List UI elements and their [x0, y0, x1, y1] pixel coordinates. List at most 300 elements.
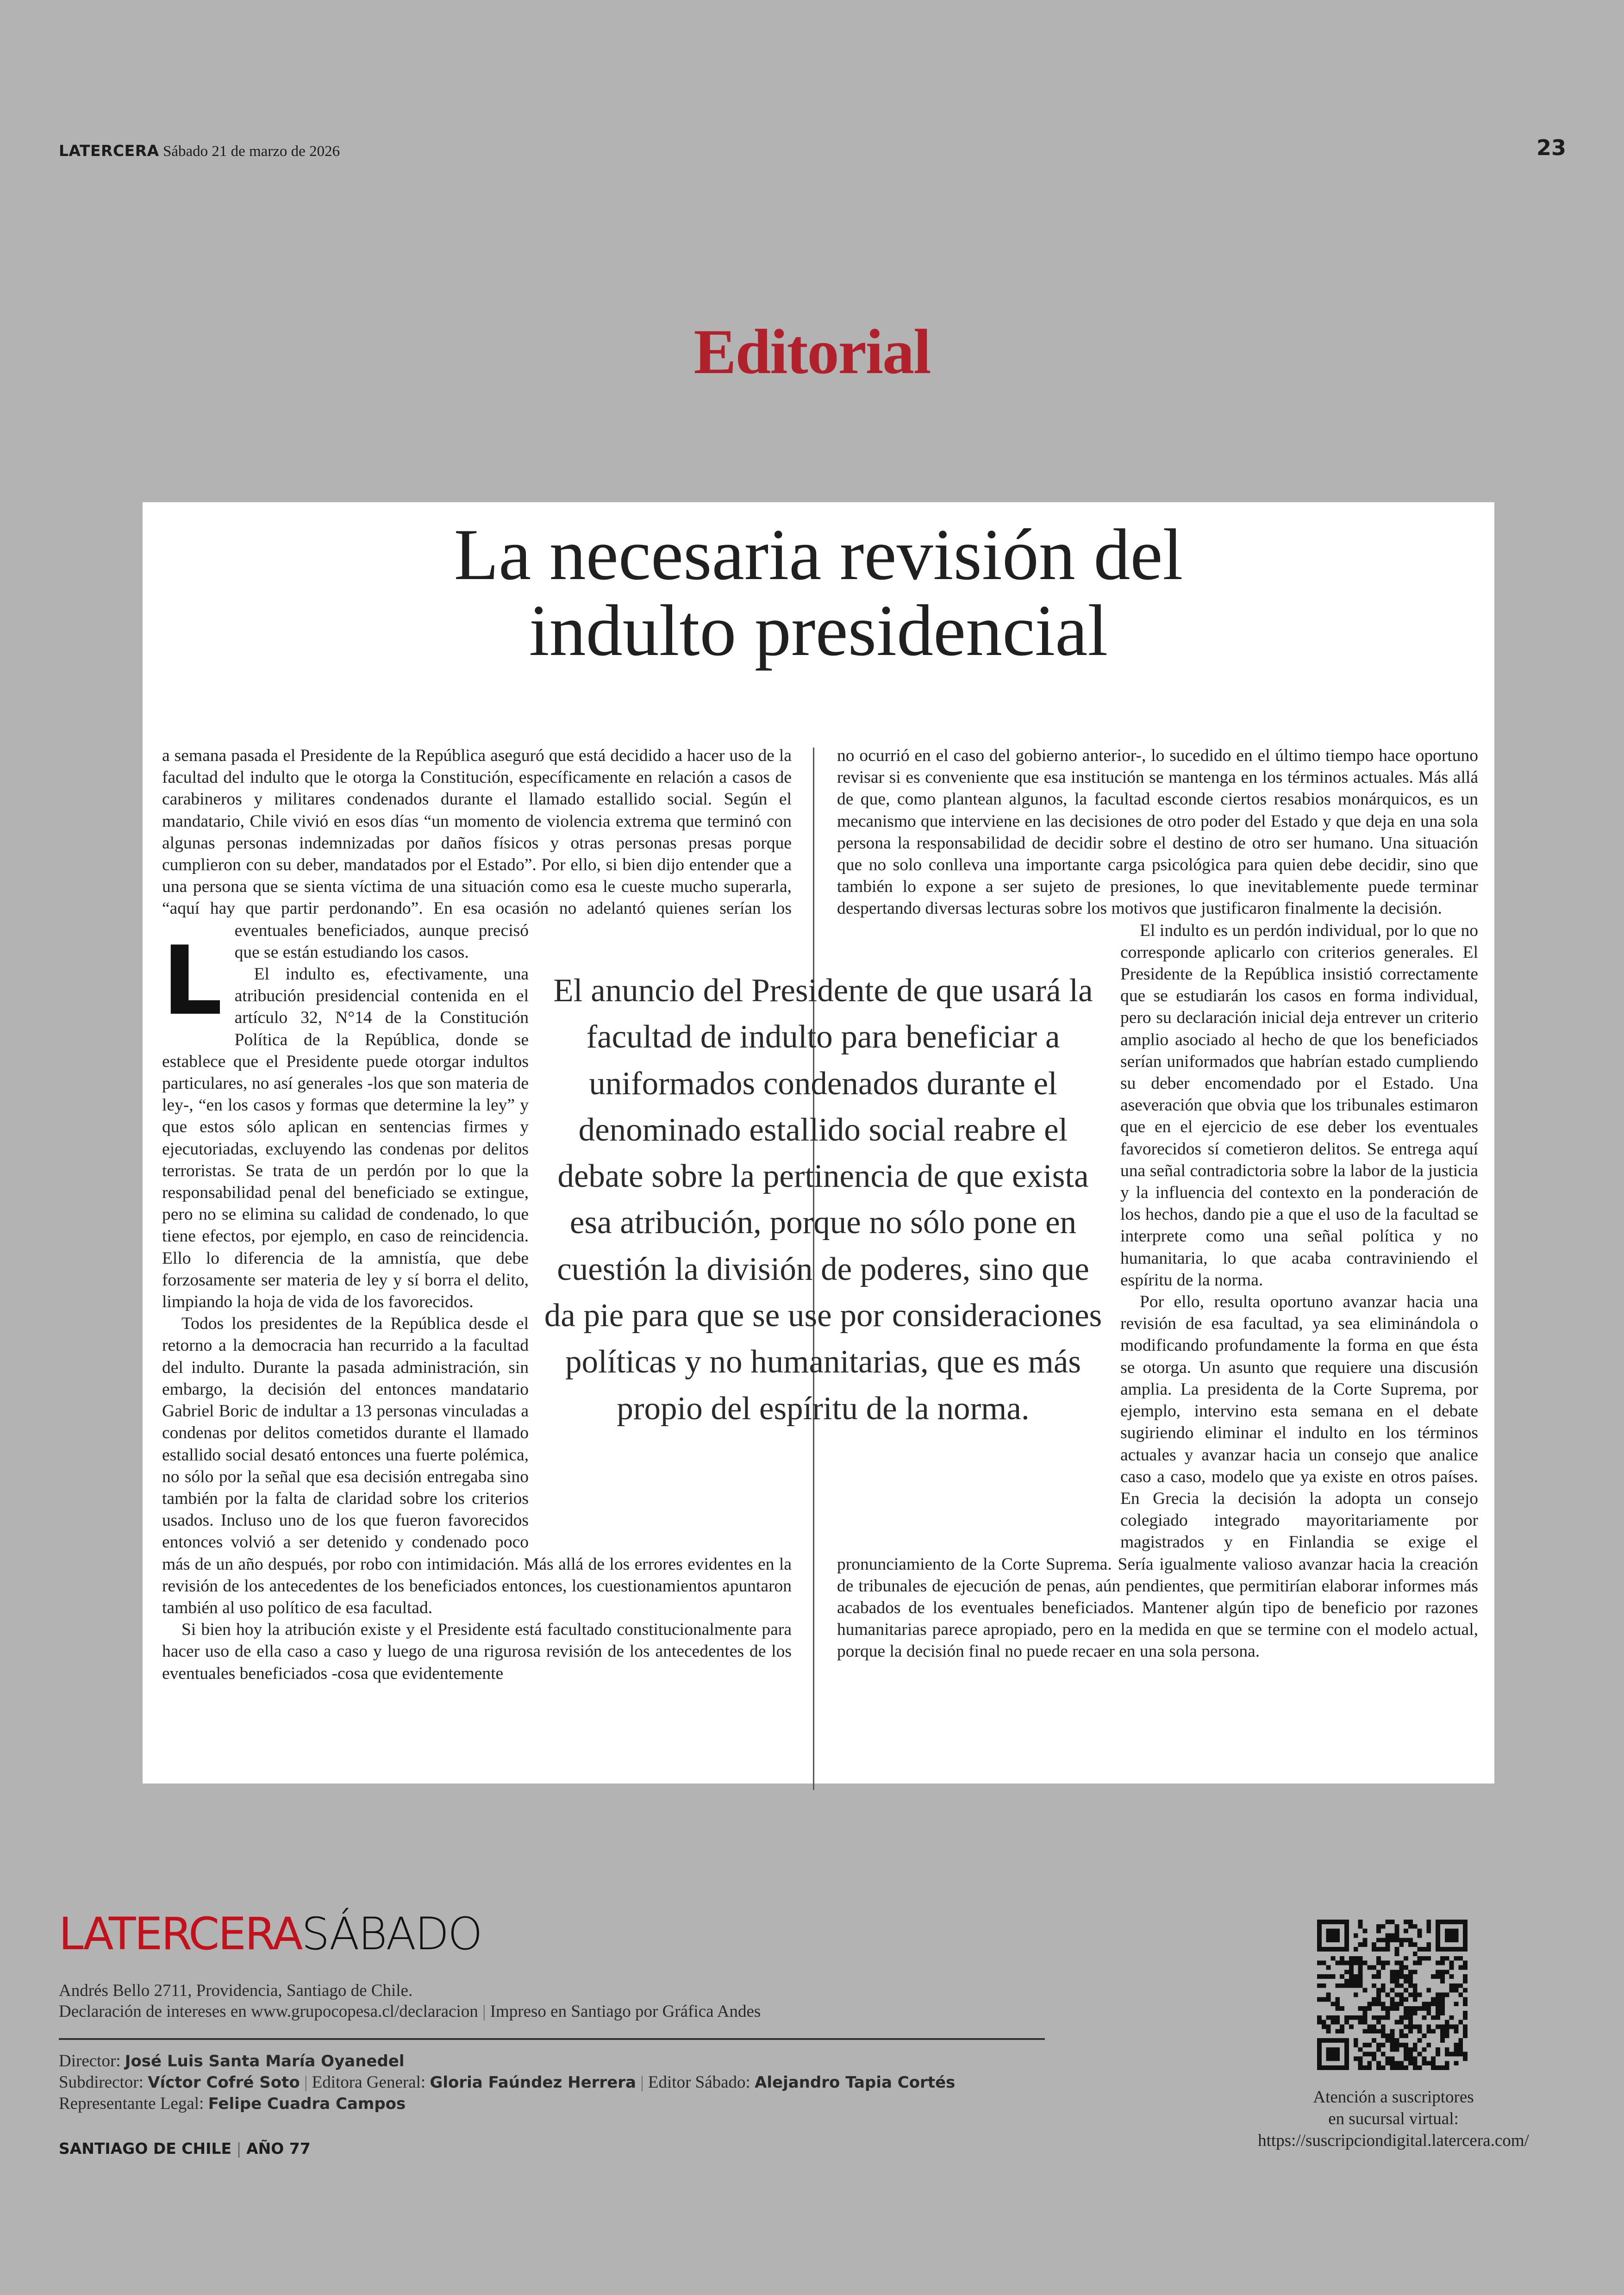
qr-module [1404, 2025, 1408, 2029]
qr-module [1381, 1961, 1386, 1965]
qr-module [1422, 2015, 1427, 2020]
qr-module [1413, 1993, 1418, 1997]
qr-module [1386, 2006, 1390, 2011]
qr-module [1362, 1961, 1367, 1965]
qr-module [1344, 2047, 1349, 2052]
qr-module [1436, 1947, 1440, 1952]
qr-module [1436, 1938, 1440, 1942]
qr-module [1354, 1956, 1358, 1961]
director-name: José Luis Santa María Oyanedel [125, 2052, 405, 2070]
qr-module [1322, 1920, 1326, 1924]
qr-module [1426, 1942, 1431, 1947]
qr-module [1317, 2047, 1322, 2052]
qr-module [1335, 1933, 1340, 1938]
qr-module [1340, 1983, 1344, 1988]
qr-module [1358, 1979, 1363, 1983]
qr-module [1408, 1993, 1413, 1997]
qr-module [1440, 2033, 1445, 2038]
qr-module [1354, 1947, 1358, 1952]
editor-sabado-name: Alejandro Tapia Cortés [755, 2073, 956, 2092]
paragraph: Si bien hoy la atribución existe y el Presidente está facultado constitucionalmente para hacer uso de ella caso a caso y luego de una rigurosa revisión de los antecedentes de los eventuales beneficiados -cosa que evidentemente [162, 1620, 792, 1683]
qr-module [1454, 2002, 1458, 2006]
qr-module [1463, 1974, 1468, 1979]
qr-module [1431, 2065, 1436, 2070]
qr-module [1344, 1929, 1349, 1933]
qr-module [1331, 2038, 1336, 2043]
qr-module [1408, 2052, 1413, 2057]
qr-module [1454, 2025, 1458, 2029]
qr-module [1408, 2015, 1413, 2020]
qr-module [1440, 2029, 1445, 2033]
qr-module [1436, 2025, 1440, 2029]
qr-module [1426, 2029, 1431, 2033]
qr-module [1335, 2056, 1340, 2061]
qr-module [1404, 1979, 1408, 1983]
qr-module [1344, 1920, 1349, 1924]
qr-module [1422, 2033, 1427, 2038]
qr-module [1381, 2043, 1386, 2047]
qr-module [1390, 2061, 1395, 2065]
qr-module [1454, 1933, 1458, 1938]
qr-module [1445, 1938, 1449, 1942]
qr-module [1381, 2015, 1386, 2020]
subdirector-name: Víctor Cofré Soto [148, 2073, 300, 2092]
qr-module [1335, 1983, 1340, 1988]
qr-module [1436, 2011, 1440, 2015]
qr-module [1399, 1942, 1404, 1947]
qr-module [1331, 1938, 1336, 1942]
qr-module [1354, 2056, 1358, 2061]
qr-module [1349, 1970, 1354, 1974]
footer-year: AÑO 77 [246, 2139, 311, 2158]
qr-module [1426, 2061, 1431, 2065]
qr-module [1335, 1920, 1340, 1924]
qr-module [1340, 1974, 1344, 1979]
qr-module [1354, 1933, 1358, 1938]
qr-module [1331, 1974, 1336, 1979]
qr-module [1331, 2002, 1336, 2006]
qr-module [1322, 1983, 1326, 1988]
qr-module [1335, 2002, 1340, 2006]
qr-module [1458, 2052, 1463, 2057]
qr-module [1426, 2006, 1431, 2011]
qr-module [1322, 1997, 1326, 2002]
qr-module [1390, 2043, 1395, 2047]
qr-module [1362, 1929, 1367, 1933]
qr-module [1426, 2025, 1431, 2029]
qr-module [1445, 1933, 1449, 1938]
qr-module [1394, 2065, 1399, 2070]
qr-module [1367, 2006, 1372, 2011]
qr-module [1358, 1983, 1363, 1988]
qr-module [1394, 1979, 1399, 1983]
qr-module [1394, 2038, 1399, 2043]
qr-module [1440, 1956, 1445, 1961]
qr-module [1344, 2061, 1349, 2065]
qr-module [1390, 1997, 1395, 2002]
qr-module [1436, 2065, 1440, 2070]
qr-module [1358, 1920, 1363, 1924]
qr-module [1394, 2047, 1399, 2052]
qr-module [1408, 1920, 1413, 1924]
qr-module [1358, 2047, 1363, 2052]
qr-module [1440, 2011, 1445, 2015]
qr-module [1358, 1961, 1363, 1965]
qr-module [1463, 1929, 1468, 1933]
qr-module [1463, 2033, 1468, 2038]
qr-module [1463, 2015, 1468, 2020]
qr-module [1317, 1947, 1322, 1952]
qr-module [1404, 2006, 1408, 2011]
qr-module [1390, 1974, 1395, 1979]
qr-module [1349, 1979, 1354, 1983]
qr-module [1386, 1993, 1390, 1997]
qr-module [1335, 2052, 1340, 2057]
qr-module [1463, 1942, 1468, 1947]
qr-module [1344, 1942, 1349, 1947]
qr-module [1381, 1924, 1386, 1929]
qr-module [1408, 2047, 1413, 2052]
qr-module [1394, 1924, 1399, 1929]
qr-module [1458, 1956, 1463, 1961]
qr-module [1349, 1956, 1354, 1961]
qr-module [1413, 1983, 1418, 1988]
qr-module [1358, 2015, 1363, 2020]
paragraph: no ocurrió en el caso del gobierno anterior-, lo sucedido en el último tiempo hace oportuno revisar si es conveniente que esa institución se mantenga en los términos actuales. Más allá de que, como plantean algunos, la facultad esconde ciertos resabios monárquicos, es un mecanismo que interviene en las decisiones de otro poder del Estado y que deja en una sola persona la responsabilidad de decidir sobre el destino de otro ser humano. Una situación que no solo conlleva una importante carga psicológica para quien debe decidir, sino que también lo expone a ser sujeto de presiones, lo que inevitablemente puede terminar despertando diversas lecturas sobre los motivos que justificaron finalmente la decisión. [837, 746, 1478, 918]
qr-module [1436, 1961, 1440, 1965]
qr-module [1381, 1983, 1386, 1988]
qr-module [1340, 1947, 1344, 1952]
qr-module [1344, 1947, 1349, 1952]
qr-module [1386, 1942, 1390, 1947]
qr-module [1367, 2029, 1372, 2033]
qr-module [1463, 1961, 1468, 1965]
qr-module [1399, 2029, 1404, 2033]
qr-module [1413, 2011, 1418, 2015]
paragraph: Todos los presidentes de la República desde el retorno a la democracia han recurrido a la facultad del indulto. Durante la pasada administración, sin embargo, la decisión del entonces mandatario Gabriel Boric de indultar a 13 personas vinculadas a condenas por delitos cometidos durante el llamado estallido social desató entonces una fuerte polémica, no sólo por la señal que esa decisión entregaba sino también por la falta de claridad sobre los criterios usados. Incluso uno de los que fueron favorecidos entonces volvió a ser detenido y condenado poco más de un año después, por robo con intimidación. Más allá de los errores evidentes en la revisión de los antecedentes de los beneficiados entonces, los cuestionamientos apuntaron también al uso político de esa facultad. [162, 1314, 792, 1617]
qr-module [1344, 2052, 1349, 2057]
qr-module [1436, 2015, 1440, 2020]
qr-module [1386, 2056, 1390, 2061]
qr-module [1362, 2065, 1367, 2070]
qr-module [1454, 1938, 1458, 1942]
qr-module [1372, 1997, 1376, 2002]
qr-module [1413, 2047, 1418, 2052]
qr-module [1344, 1924, 1349, 1929]
qr-module [1317, 1961, 1322, 1965]
qr-module [1354, 1993, 1358, 1997]
qr-module [1399, 2043, 1404, 2047]
qr-module [1463, 1965, 1468, 1970]
section-title: Editorial [693, 316, 931, 387]
qr-module [1408, 1942, 1413, 1947]
qr-module [1440, 2065, 1445, 2070]
page-number: 23 [1536, 135, 1566, 160]
qr-module [1404, 1974, 1408, 1979]
qr-module [1436, 1993, 1440, 1997]
qr-module [1376, 2015, 1381, 2020]
qr-module [1326, 2065, 1331, 2070]
qr-module [1376, 1974, 1381, 1979]
qr-module [1372, 2038, 1376, 2043]
qr-module [1390, 2038, 1395, 2043]
qr-module [1335, 2015, 1340, 2020]
qr-module [1404, 2065, 1408, 2070]
qr-module [1335, 1997, 1340, 2002]
qr-module [1344, 1979, 1349, 1983]
qr-module [1404, 2033, 1408, 2038]
qr-module [1340, 2038, 1344, 2043]
running-header [59, 142, 340, 160]
subscribers-url-link[interactable]: https://suscripciondigital.latercera.com/ [1258, 2131, 1529, 2150]
qr-module [1340, 2006, 1344, 2011]
headline-line-1: La necesaria revisión del [454, 514, 1183, 595]
qr-module [1458, 2047, 1463, 2052]
subscribers-line-2: en sucursal virtual: [1328, 2109, 1459, 2128]
header-date: Sábado 21 de marzo de 2026 [162, 143, 340, 160]
qr-module [1394, 1952, 1399, 1956]
qr-module [1408, 2029, 1413, 2033]
qr-module [1436, 2006, 1440, 2011]
qr-module [1436, 1942, 1440, 1947]
qr-module [1317, 1974, 1322, 1979]
qr-module [1413, 1970, 1418, 1974]
qr-module [1326, 2029, 1331, 2033]
qr-module [1440, 1974, 1445, 1979]
qr-module [1376, 1924, 1381, 1929]
drop-cap: L [162, 926, 223, 1036]
qr-module [1418, 2006, 1422, 2011]
qr-module [1376, 1961, 1381, 1965]
qr-module [1340, 2065, 1344, 2070]
qr-module [1362, 2029, 1367, 2033]
qr-module [1317, 2061, 1322, 2065]
qr-module [1431, 2056, 1436, 2061]
qr-module [1454, 2061, 1458, 2065]
qr-module [1399, 2015, 1404, 2020]
qr-module [1372, 2015, 1376, 2020]
qr-module [1340, 1920, 1344, 1924]
qr-module [1376, 2029, 1381, 2033]
qr-module [1418, 2052, 1422, 2057]
qr-module [1358, 1956, 1363, 1961]
qr-module [1454, 1956, 1458, 1961]
qr-module [1317, 1983, 1322, 1988]
qr-module [1408, 2011, 1413, 2015]
qr-module [1340, 2025, 1344, 2029]
qr-module [1344, 1933, 1349, 1938]
qr-module [1413, 2043, 1418, 2047]
qr-module [1354, 2043, 1358, 2047]
qr-module [1422, 2056, 1427, 2061]
qr-module [1335, 1947, 1340, 1952]
qr-module [1335, 2006, 1340, 2011]
qr-module [1331, 2052, 1336, 2057]
qr-module [1445, 2033, 1449, 2038]
pull-quote: El anuncio del Presidente de que usará la facultad de indulto para beneficiar a uniformados condenados durante el denominado estallido social reabre el debate sobre la pertinencia de que exista esa atribución, porque no sólo pone en cuestión la división de poderes, sino que da pie para que se use por consideraciones políticas y no humanitarias, que es más propio del espíritu de la norma. [544, 973, 1102, 1427]
qr-module [1331, 2065, 1336, 2070]
header-brand: LATERCERA [59, 142, 159, 160]
qr-module [1386, 2038, 1390, 2043]
qr-module [1463, 2052, 1468, 2057]
qr-module [1404, 1938, 1408, 1942]
qr-module [1354, 1961, 1358, 1965]
editora-name: Gloria Faúndez Herrera [430, 2073, 636, 2092]
qr-module [1404, 1920, 1408, 1924]
qr-module [1340, 1961, 1344, 1965]
qr-module [1436, 2047, 1440, 2052]
qr-module [1404, 1929, 1408, 1933]
qr-module [1367, 2025, 1372, 2029]
brand-latercera: LATERCERA [59, 1908, 302, 1960]
qr-module [1394, 1929, 1399, 1933]
qr-module [1326, 1974, 1331, 1979]
qr-module [1445, 2025, 1449, 2029]
representante-name: Felipe Cuadra Campos [208, 2095, 406, 2113]
footer-city-year: SANTIAGO DE CHILE | AÑO 77 [59, 2139, 311, 2158]
qr-module [1386, 1920, 1390, 1924]
qr-module [1394, 2006, 1399, 2011]
qr-module [1372, 2002, 1376, 2006]
qr-module [1358, 2061, 1363, 2065]
qr-module [1358, 2020, 1363, 2025]
qr-module [1458, 1920, 1463, 1924]
qr-module [1372, 2052, 1376, 2057]
qr-module [1408, 1938, 1413, 1942]
qr-module [1349, 1974, 1354, 1979]
qr-module [1454, 1988, 1458, 1993]
qr-module [1399, 1970, 1404, 1974]
qr-module [1394, 2061, 1399, 2065]
qr-module [1349, 1961, 1354, 1965]
qr-module [1445, 2020, 1449, 2025]
qr-module [1322, 1947, 1326, 1952]
qr-module [1358, 2056, 1363, 2061]
qr-module [1440, 2025, 1445, 2029]
qr-module [1326, 2052, 1331, 2057]
qr-module [1331, 1929, 1336, 1933]
subscribers-line-1: Atención a suscriptores [1313, 2088, 1474, 2107]
qr-module [1331, 2015, 1336, 2020]
qr-module [1426, 1924, 1431, 1929]
qr-module [1408, 2061, 1413, 2065]
qr-module [1376, 1970, 1381, 1974]
qr-module [1349, 2015, 1354, 2020]
qr-module [1458, 1983, 1463, 1988]
qr-module [1399, 1938, 1404, 1942]
qr-module [1418, 2065, 1422, 2070]
qr-module [1390, 1979, 1395, 1983]
qr-module [1344, 2056, 1349, 2061]
qr-module [1413, 1988, 1418, 1993]
qr-module [1381, 1988, 1386, 1993]
qr-module [1317, 1997, 1322, 2002]
footer-credits: Director: José Luis Santa María Oyanedel Subdirector: Víctor Cofré Soto | Editora General: Gloria Faúndez Herrera | Editor Sábado: Alejandro Tapia Cortés Representante Legal: Felipe Cuadra Campos [59, 2052, 956, 2113]
qr-module [1440, 1993, 1445, 1997]
qr-module [1344, 1938, 1349, 1942]
qr-module [1317, 2038, 1322, 2043]
qr-module [1358, 1965, 1363, 1970]
qr-module [1408, 1924, 1413, 1929]
qr-module [1381, 2029, 1386, 2033]
qr-module [1404, 1988, 1408, 1993]
qr-module [1454, 1983, 1458, 1988]
qr-module [1390, 1938, 1395, 1942]
qr-module [1436, 1970, 1440, 1974]
qr-module [1372, 2029, 1376, 2033]
qr-module [1326, 2038, 1331, 2043]
qr-module [1317, 1938, 1322, 1942]
qr-module [1344, 2015, 1349, 2020]
qr-module [1390, 2065, 1395, 2070]
qr-module [1458, 2043, 1463, 2047]
paragraph: a semana pasada el Presidente de la República aseguró que está decidido a hacer uso de la facultad del indulto que le otorga la Constitución, específicamente en relación a casos de carabineros y militares condenados durante el llamado estallido social. Según el mandatario, Chile vivió en esos días “un momento de violencia extrema que terminó con algunas personas indemnizadas por daños físicos y otras personas presas porque cumplieron con su deber, mandatados por el Estado”. Por ello, si bien dijo entender que a una persona que se sienta víctima de una situación como esa le cueste mucho superarla, “aquí hay que partir perdonando”. En esa ocasión no adelantó quienes serían los eventuales beneficiados, aunque precisó que se están estudiando los casos. [162, 746, 792, 962]
qr-module [1449, 1933, 1454, 1938]
footer-declaration-link[interactable]: Declaración de intereses en www.grupocopesa.cl/declaracion [59, 2002, 478, 2021]
qr-module [1418, 1933, 1422, 1938]
qr-module [1418, 2029, 1422, 2033]
qr-module [1463, 1920, 1468, 1924]
qr-module [1376, 1997, 1381, 2002]
representante-label: Representante Legal: [59, 2094, 204, 2113]
qr-module [1390, 1970, 1395, 1974]
qr-module [1404, 2052, 1408, 2057]
qr-module [1386, 2011, 1390, 2015]
qr-module [1404, 1997, 1408, 2002]
qr-module [1399, 2065, 1404, 2070]
qr-module [1399, 2020, 1404, 2025]
qr-module [1463, 1979, 1468, 1983]
qr-module [1431, 1974, 1436, 1979]
qr-module [1376, 1993, 1381, 1997]
qr-code-icon[interactable] [1317, 1920, 1468, 2070]
qr-module [1331, 2020, 1336, 2025]
qr-module [1440, 2038, 1445, 2043]
qr-module [1335, 2020, 1340, 2025]
qr-module [1362, 1938, 1367, 1942]
qr-module [1413, 1924, 1418, 1929]
qr-module [1463, 1997, 1468, 2002]
qr-module [1440, 1997, 1445, 2002]
qr-module [1426, 1956, 1431, 1961]
qr-module [1399, 1965, 1404, 1970]
qr-module [1376, 2061, 1381, 2065]
qr-module [1449, 2015, 1454, 2020]
qr-module [1431, 1997, 1436, 2002]
qr-module [1440, 1947, 1445, 1952]
qr-module [1390, 2056, 1395, 2061]
qr-module [1454, 2043, 1458, 2047]
qr-module [1372, 2025, 1376, 2029]
qr-module [1362, 1942, 1367, 1947]
qr-module [1317, 2043, 1322, 2047]
qr-module [1344, 2065, 1349, 2070]
qr-module [1413, 1961, 1418, 1965]
editor-sabado-label: Editor Sábado: [648, 2073, 750, 2092]
qr-module [1390, 2029, 1395, 2033]
qr-module [1436, 1933, 1440, 1938]
qr-module [1458, 2038, 1463, 2043]
qr-module [1362, 2011, 1367, 2015]
qr-module [1326, 1997, 1331, 2002]
qr-module [1326, 1920, 1331, 1924]
qr-module [1326, 2015, 1331, 2020]
paragraph: El indulto es un perdón individual, por lo que no corresponde aplicarlo con criterios generales. El Presidente de la República insistió correctamente que se estudiarán los casos en forma individual, pero su declaración inicial deja entrever un criterio amplio asociado al hecho de que los beneficiados serían uniformados que habrían estado cumpliendo su deber encomendado por el Estado. Una aseveración que obvia que los tribunales estimaron que en el ejercicio de ese deber los eventuales favorecidos sí cometieron delitos. Se entrega aquí una señal contradictoria sobre la labor de la justicia y la influencia del contexto en la ponderación de los hechos, dando pie a que el uso de la facultad se interprete como una señal política y no humanitaria, lo que acaba contraviniendo el espíritu de la norma. [1120, 921, 1478, 1290]
qr-module [1408, 2025, 1413, 2029]
article-headline [143, 514, 1494, 671]
qr-module [1449, 1938, 1454, 1942]
qr-module [1436, 2052, 1440, 2057]
